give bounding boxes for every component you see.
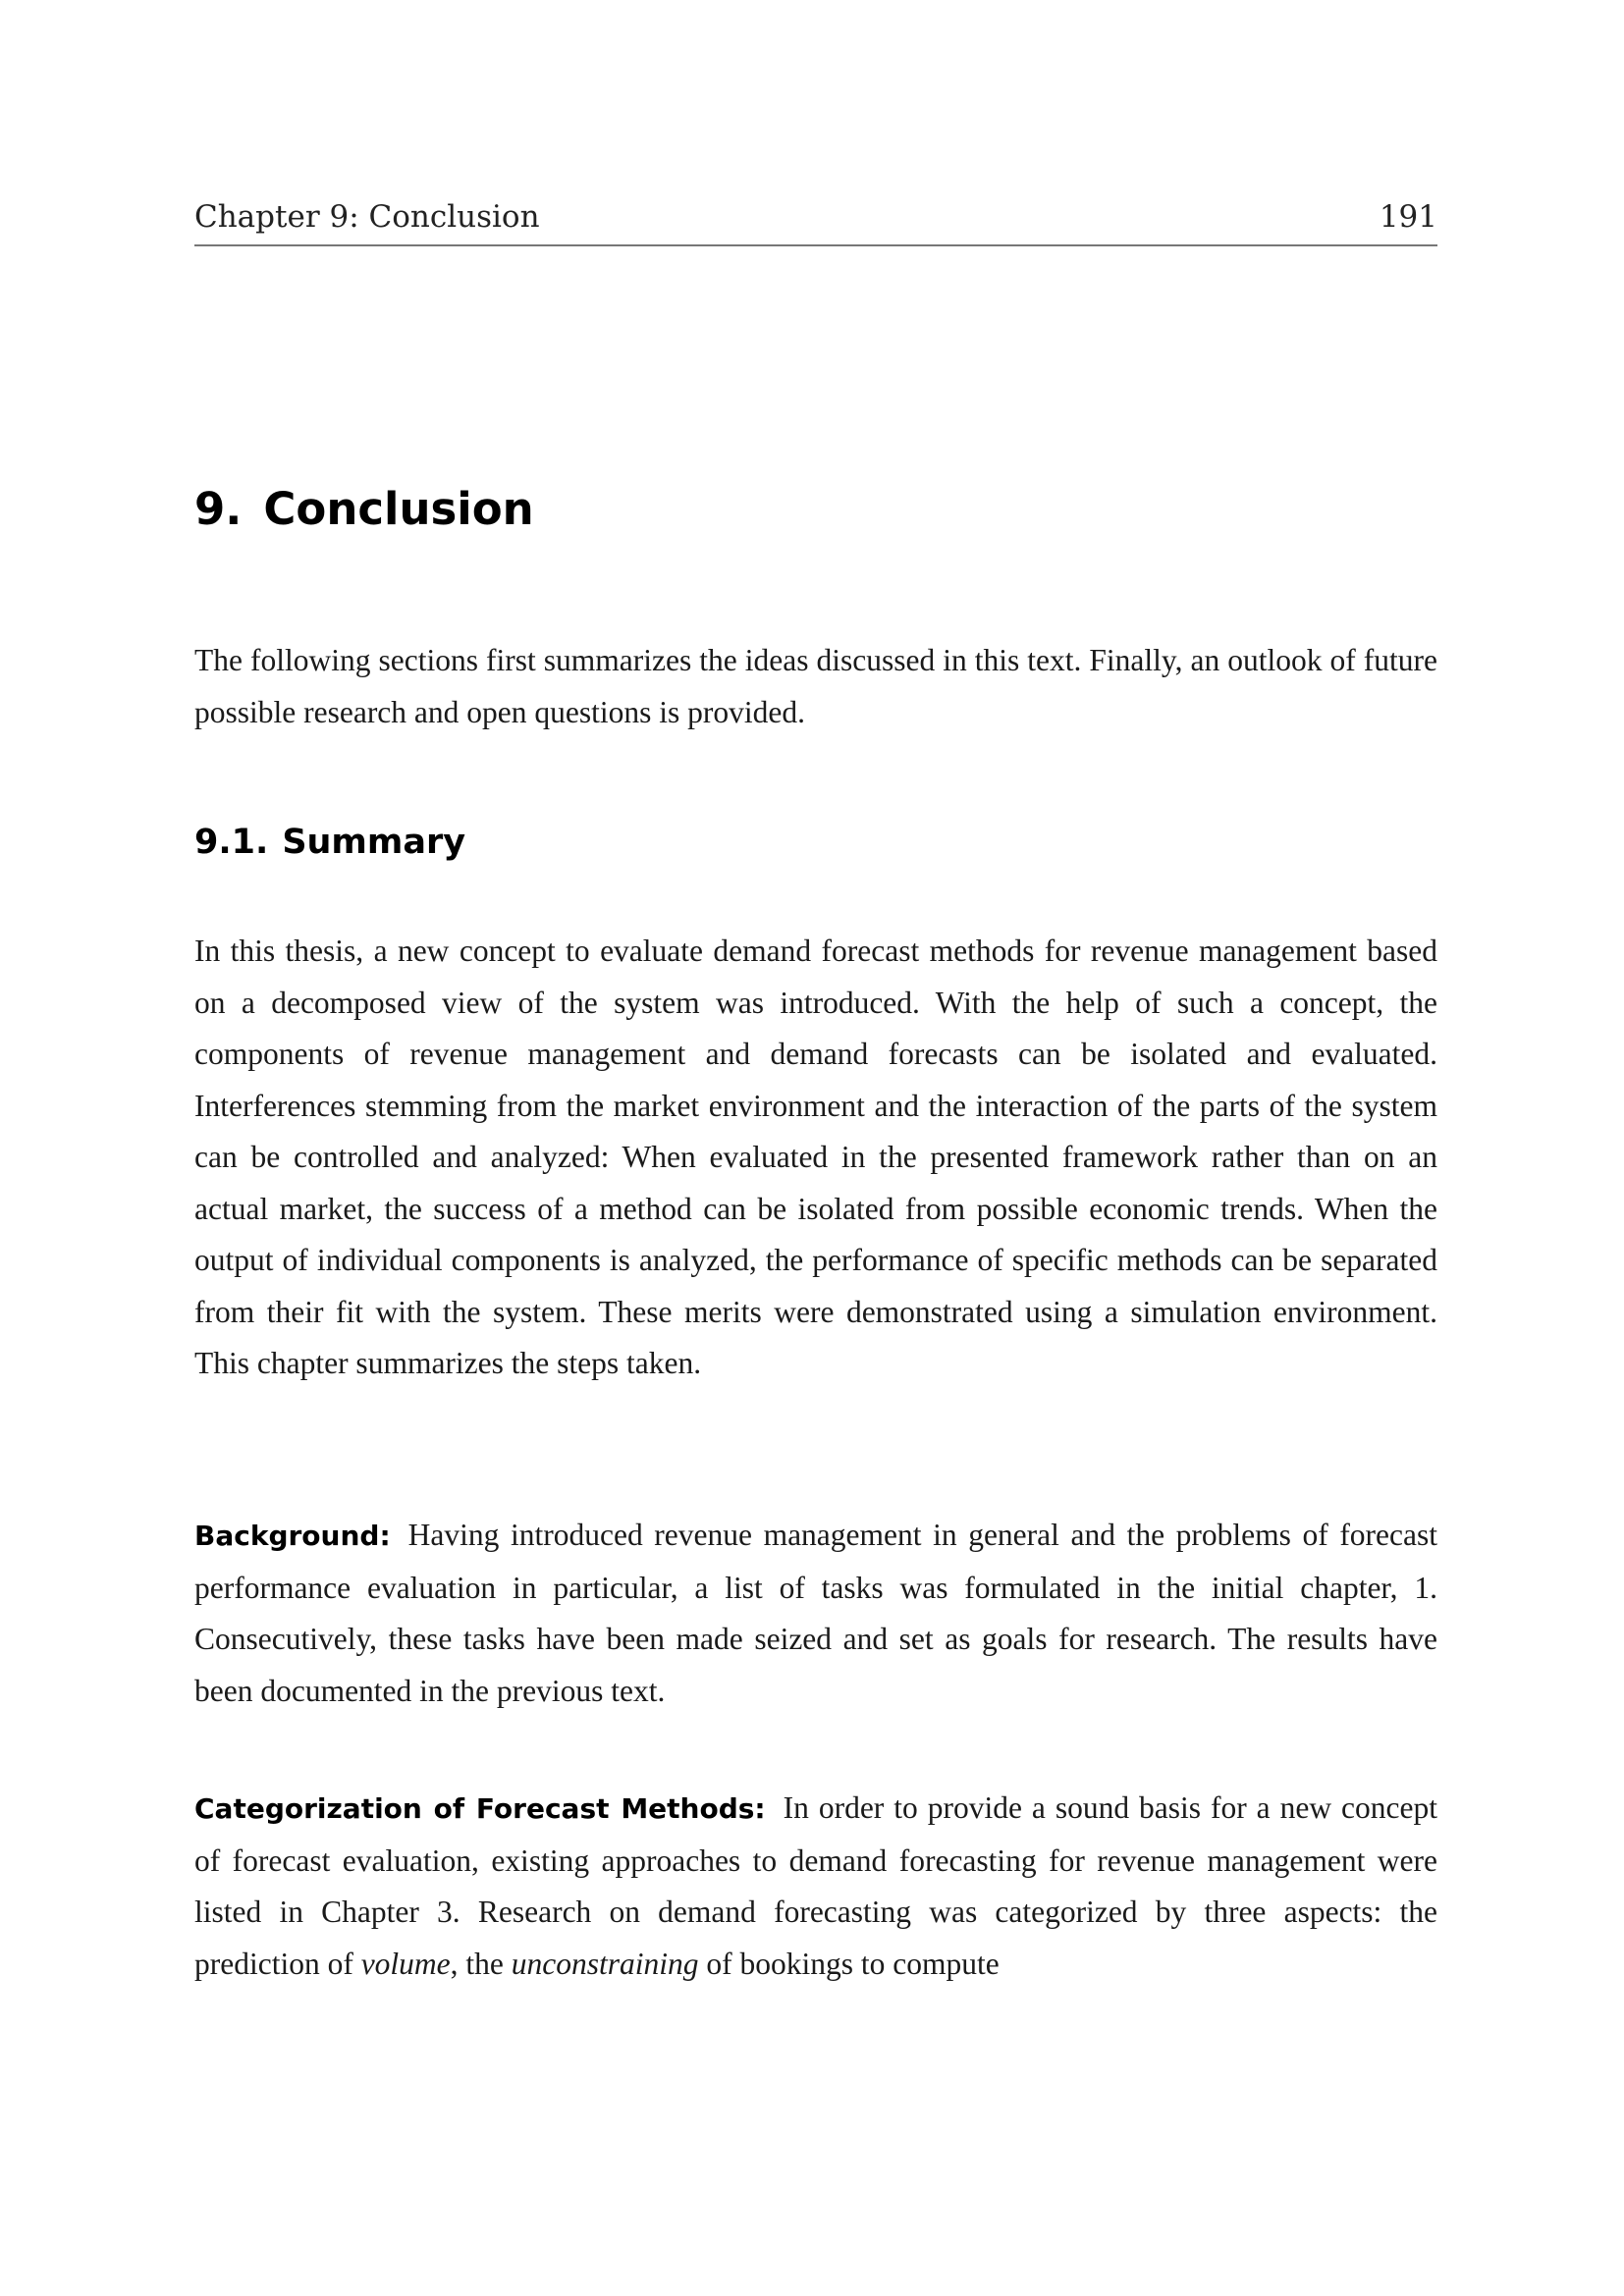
section-number: 9.1.: [194, 823, 269, 862]
running-header: [194, 199, 1437, 246]
categorization-text-part3: of bookings to compute: [698, 1946, 1000, 1981]
intro-paragraph: The following sections first summarizes the ideas discussed in this text. Finally, an outlook of future possible research and open questions is provided.: [194, 643, 1437, 729]
section-title: Summary: [282, 823, 466, 862]
background-label: Background:: [194, 1520, 391, 1552]
summary-paragraph: In this thesis, a new concept to evaluate demand forecast methods for revenue management based on a decomposed view of the system was introduced. With the help of such a concept, the components of revenue management and demand forecasts can be isolated and evaluated. Interferences stemming from the market environment and the interaction of the parts of the system can be controlled and analyzed: When evaluated in the presented framework rather than on an actual market, the success of a method can be isolated from possible economic trends. When the output of individual components is analyzed, the performance of specific methods can be separated from their fit with the system. These merits were demonstrated using a simulation environment. This chapter summarizes the steps taken.: [194, 934, 1437, 1380]
document-page: [194, 0, 1437, 2296]
section-heading: [194, 823, 465, 862]
categorization-text-part2: , the: [450, 1946, 512, 1981]
chapter-heading: [194, 483, 534, 535]
chapter-title: Conclusion: [263, 483, 534, 535]
term-unconstraining: unconstraining: [511, 1946, 699, 1981]
categorization-label: Categorization of Forecast Methods:: [194, 1792, 766, 1825]
running-title: Chapter 9: Conclusion: [194, 199, 540, 235]
chapter-number: 9.: [194, 483, 243, 535]
background-text: Having introduced revenue management in general and the problems of forecast performance evaluation in particular, a list of tasks was formulated in the initial chapter, 1. Consecutively, these tasks have been made seized and set as goals for research. The results have been documented in the previous text.: [194, 1518, 1437, 1708]
page-number: 191: [1379, 199, 1437, 235]
categorization-paragraph: [194, 1783, 1437, 1990]
background-paragraph: [194, 1510, 1437, 1717]
term-volume: volume: [360, 1946, 451, 1981]
categorization-text-part1: In order to provide a sound basis for a new concept of forecast evaluation, existing approaches to demand forecasting for revenue management were listed in Chapter 3. Research on demand forecasting was categorized by three aspects: the prediction of: [194, 1790, 1437, 1981]
